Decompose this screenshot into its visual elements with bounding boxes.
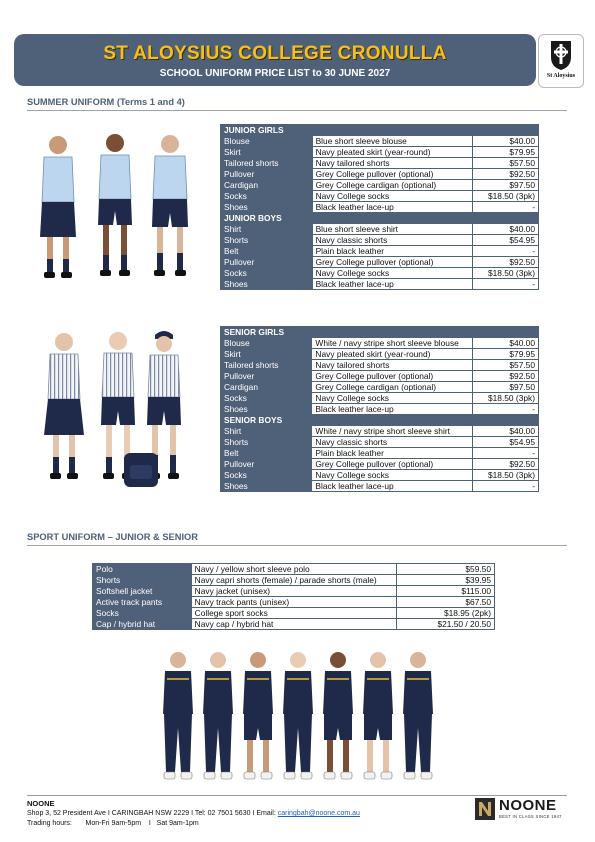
item-category: Socks [221, 393, 312, 404]
table-group-header [221, 125, 539, 136]
item-description: Black leather lace-up [312, 202, 473, 213]
item-description: Black leather lace-up [312, 481, 473, 492]
item-category: Belt [221, 448, 312, 459]
item-category: Socks [221, 268, 313, 279]
item-price: $18.50 (3pk) [473, 191, 539, 202]
sport-figure [203, 652, 233, 779]
item-category: Skirt [221, 147, 313, 158]
footer-address-text: Shop 3, 52 President Ave I CARINGBAH NSW 2229 I Tel: 02 7501 5630 I Email: [27, 810, 276, 817]
table-row [221, 246, 539, 257]
page-title: ST ALOYSIUS COLLEGE CRONULLA [103, 43, 447, 64]
table-row [221, 224, 539, 235]
summer-section-title: SUMMER UNIFORM (Terms 1 and 4) [27, 97, 185, 107]
sport-price-table [92, 563, 495, 630]
item-description: Grey College pullover (optional) [312, 371, 473, 382]
item-price: - [473, 202, 539, 213]
crest-icon [549, 39, 573, 71]
group-label: JUNIOR BOYS [221, 213, 539, 224]
item-description: Navy College socks [312, 470, 473, 481]
item-price: $79.95 [473, 147, 539, 158]
junior-girl-figure [40, 136, 76, 278]
table-row [221, 158, 539, 169]
table-row [221, 437, 539, 448]
table-row [221, 202, 539, 213]
table-row [93, 564, 495, 575]
item-category: Softshell jacket [93, 586, 192, 597]
senior-uniform-illustration [38, 327, 200, 495]
table-row [221, 382, 539, 393]
item-category: Belt [221, 246, 313, 257]
item-description: Navy College socks [312, 268, 473, 279]
sport-figure [243, 652, 273, 779]
item-description: Blue short sleeve blouse [312, 136, 473, 147]
item-description: Black leather lace-up [312, 279, 473, 290]
item-price: - [473, 279, 539, 290]
table-row [221, 338, 539, 349]
item-price: $21.50 / 20.50 [397, 619, 495, 630]
sport-uniform-illustration [160, 644, 440, 790]
item-description: Navy classic shorts [312, 235, 473, 246]
item-description: Navy jacket (unisex) [191, 586, 397, 597]
item-category: Shirt [221, 426, 312, 437]
item-description: Navy pleated skirt (year-round) [312, 147, 473, 158]
item-category: Pullover [221, 459, 312, 470]
table-row [221, 470, 539, 481]
item-description: Navy capri shorts (female) / parade shorts (male) [191, 575, 397, 586]
item-description: Grey College pullover (optional) [312, 169, 473, 180]
junior-girl-shorts-figure [98, 134, 132, 276]
table-row [221, 349, 539, 360]
item-price: $67.50 [397, 597, 495, 608]
item-category: Tailored shorts [221, 158, 313, 169]
item-category: Socks [221, 470, 312, 481]
table-row [221, 257, 539, 268]
item-price: $40.00 [473, 136, 539, 147]
item-price: $40.00 [473, 224, 539, 235]
item-category: Shoes [221, 481, 312, 492]
item-category: Pullover [221, 371, 312, 382]
table-row [221, 136, 539, 147]
noone-n-icon [475, 798, 495, 820]
footer-divider [27, 795, 567, 796]
item-price: $79.95 [473, 349, 539, 360]
group-label: JUNIOR GIRLS [221, 125, 539, 136]
item-description: Plain black leather [312, 448, 473, 459]
item-category: Cardigan [221, 180, 313, 191]
table-row [221, 371, 539, 382]
item-category: Shorts [221, 235, 313, 246]
item-category: Shoes [221, 202, 313, 213]
table-row [93, 586, 495, 597]
item-price: $40.00 [473, 338, 539, 349]
item-price: $92.50 [473, 459, 539, 470]
item-description: Navy tailored shorts [312, 360, 473, 371]
item-category: Active track pants [93, 597, 192, 608]
table-group-header [221, 213, 539, 224]
item-price: $92.50 [473, 257, 539, 268]
table-group-header [221, 327, 539, 338]
item-description: Grey College cardigan (optional) [312, 382, 473, 393]
item-category: Shoes [221, 279, 313, 290]
item-description: Blue short sleeve shirt [312, 224, 473, 235]
item-category: Polo [93, 564, 192, 575]
noone-logo [475, 797, 575, 823]
item-description: Grey College pullover (optional) [312, 257, 473, 268]
table-row [221, 459, 539, 470]
item-description: Navy classic shorts [312, 437, 473, 448]
table-row [93, 619, 495, 630]
table-row [221, 360, 539, 371]
item-price: - [473, 481, 539, 492]
sport-figure [323, 652, 353, 779]
item-description: Plain black leather [312, 246, 473, 257]
item-price: $40.00 [473, 426, 539, 437]
noone-wordmark: NOONE [499, 797, 557, 814]
group-label: SENIOR BOYS [221, 415, 539, 426]
item-category: Shorts [93, 575, 192, 586]
item-price: $18.50 (3pk) [473, 470, 539, 481]
table-row [221, 448, 539, 459]
item-price: - [473, 404, 539, 415]
item-price: $18.95 (2pk) [397, 608, 495, 619]
junior-uniform-illustration [30, 127, 200, 292]
table-row [93, 597, 495, 608]
item-description: Navy cap / hybrid hat [191, 619, 397, 630]
group-label: SENIOR GIRLS [221, 327, 539, 338]
sport-figure [363, 652, 393, 779]
item-price: $97.50 [473, 382, 539, 393]
item-price: $97.50 [473, 180, 539, 191]
item-description: College sport socks [191, 608, 397, 619]
header-banner [14, 34, 536, 86]
table-row [221, 393, 539, 404]
item-price: $57.50 [473, 360, 539, 371]
item-category: Blouse [221, 136, 313, 147]
item-category: Blouse [221, 338, 312, 349]
item-category: Socks [221, 191, 313, 202]
item-category: Cardigan [221, 382, 312, 393]
senior-price-table [220, 326, 539, 492]
item-price: $115.00 [397, 586, 495, 597]
item-category: Shoes [221, 404, 312, 415]
footer-email-link[interactable]: caringbah@noone.com.au [277, 810, 360, 817]
item-price: $92.50 [473, 169, 539, 180]
item-description: Black leather lace-up [312, 404, 473, 415]
table-row [221, 169, 539, 180]
sport-figure [163, 652, 193, 779]
item-description: Navy tailored shorts [312, 158, 473, 169]
footer-hours: Trading hours: Mon-Fri 9am-5pm I Sat 9am-1pm [27, 820, 199, 827]
item-category: Skirt [221, 349, 312, 360]
sport-figure [403, 652, 433, 779]
item-description: White / navy stripe short sleeve shirt [312, 426, 473, 437]
college-crest [538, 34, 584, 88]
table-row [93, 608, 495, 619]
noone-tagline: BEST IN CLASS SINCE 1947 [499, 814, 562, 819]
item-price: - [473, 246, 539, 257]
table-row [221, 191, 539, 202]
item-category: Socks [93, 608, 192, 619]
table-group-header [221, 415, 539, 426]
summer-divider [27, 110, 567, 111]
item-description: Navy College socks [312, 191, 473, 202]
item-price: $54.95 [473, 437, 539, 448]
item-description: Navy College socks [312, 393, 473, 404]
school-backpack-icon [124, 453, 158, 487]
item-price: $57.50 [473, 158, 539, 169]
table-row [221, 147, 539, 158]
item-price: $39.95 [397, 575, 495, 586]
item-price: $92.50 [473, 371, 539, 382]
sport-figure [283, 652, 313, 779]
item-description: Navy pleated skirt (year-round) [312, 349, 473, 360]
table-row [221, 235, 539, 246]
junior-price-table [220, 124, 539, 290]
item-price: $59.50 [397, 564, 495, 575]
item-category: Pullover [221, 169, 313, 180]
table-row [93, 575, 495, 586]
item-category: Shorts [221, 437, 312, 448]
item-description: Navy track pants (unisex) [191, 597, 397, 608]
item-price: - [473, 448, 539, 459]
item-category: Tailored shorts [221, 360, 312, 371]
item-description: White / navy stripe short sleeve blouse [312, 338, 473, 349]
item-description: Grey College pullover (optional) [312, 459, 473, 470]
item-category: Pullover [221, 257, 313, 268]
page-subtitle: SCHOOL UNIFORM PRICE LIST to 30 JUNE 2027 [159, 68, 391, 79]
footer-address [27, 810, 360, 817]
table-row [221, 279, 539, 290]
table-row [221, 404, 539, 415]
junior-boy-figure [152, 135, 188, 276]
item-price: $18.50 (3pk) [473, 268, 539, 279]
crest-label: St Aloysius [546, 73, 576, 79]
table-row [221, 268, 539, 279]
item-description: Grey College cardigan (optional) [312, 180, 473, 191]
footer-brand: NOONE [27, 799, 55, 808]
item-description: Navy / yellow short sleeve polo [191, 564, 397, 575]
item-category: Shirt [221, 224, 313, 235]
item-category: Cap / hybrid hat [93, 619, 192, 630]
table-row [221, 481, 539, 492]
item-price: $54.95 [473, 235, 539, 246]
item-price: $18.50 (3pk) [473, 393, 539, 404]
sport-divider [27, 545, 567, 546]
table-row [221, 180, 539, 191]
table-row [221, 426, 539, 437]
senior-girl-figure [44, 333, 84, 479]
sport-section-title: SPORT UNIFORM – JUNIOR & SENIOR [27, 532, 198, 542]
